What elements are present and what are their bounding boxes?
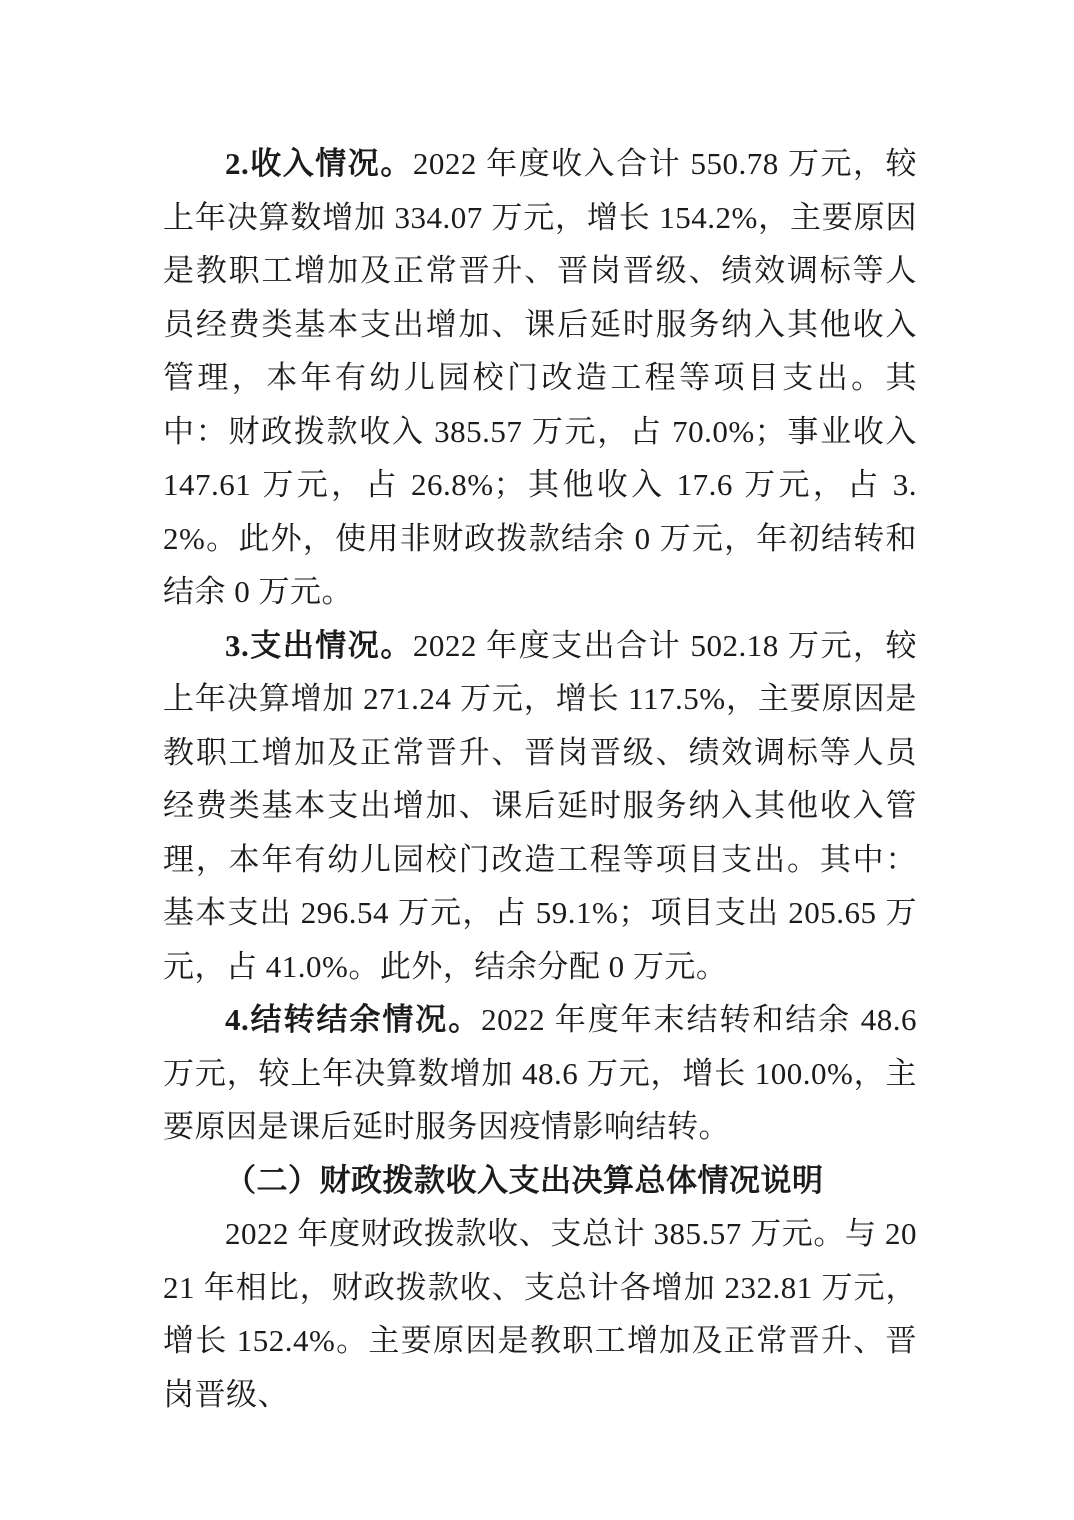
section-heading-text: （二）财政拨款收入支出决算总体情况说明	[225, 1162, 824, 1198]
paragraph-expenditure-lead: 3.支出情况。	[225, 627, 413, 663]
paragraph-fiscal-appropriation-overview	[163, 1207, 917, 1421]
paragraph-income-situation	[163, 137, 917, 619]
paragraph-fiscal-appropriation-text: 2022 年度财政拨款收、支总计 385.57 万元。与 2021 年相比，财政拨款收、支总计各增加 232.81 万元，增长 152.4%。主要原因是教职工增加及正常晋升、晋岗晋级、	[163, 1216, 917, 1412]
paragraph-expenditure-situation	[163, 619, 917, 994]
document-content	[163, 137, 917, 1421]
paragraph-expenditure-text: 2022 年度支出合计 502.18 万元，较上年决算增加 271.24 万元，增长 117.5%，主要原因是教职工增加及正常晋升、晋岗晋级、绩效调标等人员经费类基本支出增加、课后延时服务纳入其他收入管理，本年有幼儿园校门改造工程等项目支出。其中：基本支出 296.54 万元，占 59.1%；项目支出 205.65 万元，占 41.0%。此外，结余分配 0 万元。	[163, 627, 918, 984]
section-heading	[163, 1154, 917, 1208]
paragraph-income-lead: 2.收入情况。	[225, 146, 413, 181]
paragraph-carryover-lead: 4.结转结余情况。	[225, 1002, 482, 1037]
paragraph-carryover-situation	[163, 993, 917, 1154]
paragraph-income-text: 2022 年度收入合计 550.78 万元，较上年决算数增加 334.07 万元，增长 154.2%，主要原因是教职工增加及正常晋升、晋岗晋级、绩效调标等人员经费类基本支出增加、课后延时服务纳入其他收入管理，本年有幼儿园校门改造工程等项目支出。其中：财政拨款收入 385.57 万元，占 70.0%；事业收入 147.61 万元，占 26.8%；其他收入 17.6 万元，占 3.2%。此外，使用非财政拨款结余 0 万元，年初结转和结余 0 万元。	[163, 146, 918, 609]
paragraph-carryover-text: 2022 年度年末结转和结余 48.6 万元，较上年决算数增加 48.6 万元，增长 100.0%，主要原因是课后延时服务因疫情影响结转。	[163, 1002, 918, 1144]
